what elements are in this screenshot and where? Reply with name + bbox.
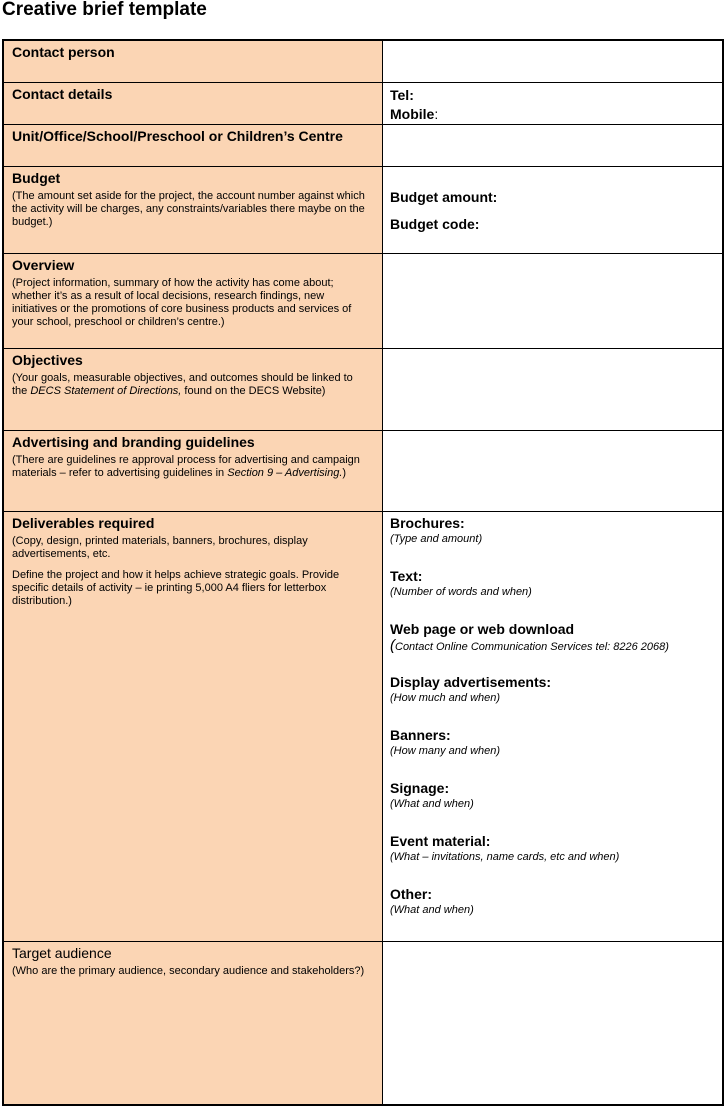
deliverables-label-cell (3, 511, 383, 941)
contact-person-field[interactable] (383, 40, 724, 82)
row-deliverables (3, 511, 723, 941)
advertising-note-end: ) (342, 466, 347, 479)
row-contact-details (3, 82, 723, 124)
objectives-label: Objectives (12, 351, 83, 368)
row-unit (3, 124, 723, 166)
deliverable-label: Event material: (390, 832, 491, 849)
objectives-note-reference: DECS Statement of Directions, (30, 384, 182, 397)
deliverable-note: (How many and when) (390, 744, 501, 757)
budget-note: (The amount set aside for the project, the account number against which the activity will be charges, any constraints/variables there maybe on the budget.) (12, 189, 365, 228)
deliverable-note: (Number of words and when) (390, 585, 532, 598)
deliverable-label: Brochures: (390, 514, 465, 531)
deliverables-label: Deliverables required (12, 514, 155, 531)
deliverables-note-1: (Copy, design, printed materials, banners, brochures, display advertisements, etc. (12, 534, 308, 560)
unit-label-cell (3, 124, 383, 166)
deliverable-note: (What – invitations, name cards, etc and when) (390, 850, 620, 863)
deliverable-text (390, 568, 716, 621)
overview-note: (Project information, summary of how the activity has come about; whether it’s as a result of local decisions, research findings, new initiatives or the promotions of core business products and services of your school, preschool or children’s centre.) (12, 276, 352, 328)
advertising-label-cell (3, 430, 383, 511)
deliverable-note-text: Contact Online Communication Services tel: 8226 2068) (395, 640, 669, 653)
objectives-note-start: (Your goals, measurable objectives, and outcomes should be linked to the (12, 371, 353, 397)
deliverable-web-page (390, 621, 716, 674)
target-audience-label: Target audience (12, 944, 112, 961)
target-audience-label-cell (3, 941, 383, 1105)
advertising-note (12, 454, 370, 480)
deliverable-note-open-paren: ( (390, 636, 395, 654)
objectives-label-cell (3, 348, 383, 430)
deliverable-label: Web page or web download (390, 620, 575, 637)
budget-code-label: Budget code: (390, 216, 480, 232)
tel-label: Tel: (390, 86, 414, 103)
target-audience-field[interactable] (383, 941, 724, 1105)
overview-field[interactable] (383, 253, 724, 348)
page-title: Creative brief template (2, 0, 207, 20)
deliverable-label: Display advertisements: (390, 673, 552, 690)
mobile-label-line (390, 105, 716, 124)
mobile-colon: : (434, 105, 439, 122)
deliverable-note: (What and when) (390, 903, 474, 916)
contact-person-label: Contact person (12, 44, 115, 60)
advertising-note-start: (There are guidelines re approval process for advertising and campaign materials – refer to advertising guidelines in (12, 453, 360, 479)
row-advertising (3, 430, 723, 511)
advertising-note-reference: Section 9 – Advertising. (227, 466, 343, 479)
row-objectives (3, 348, 723, 430)
row-target-audience (3, 941, 723, 1105)
unit-label: Unit/Office/School/Preschool or Children’s Centre (12, 127, 343, 144)
deliverable-event-material (390, 833, 716, 886)
deliverable-label: Other: (390, 885, 432, 902)
overview-label-cell (3, 253, 383, 348)
budget-amount-label: Budget amount: (390, 189, 498, 205)
row-budget (3, 166, 723, 253)
creative-brief-table (2, 39, 724, 1106)
row-overview (3, 253, 723, 348)
deliverable-other (390, 886, 716, 939)
deliverable-banners (390, 727, 716, 780)
contact-person-label-cell (3, 40, 383, 82)
advertising-label: Advertising and branding guidelines (12, 433, 255, 450)
budget-label: Budget (12, 169, 61, 186)
advertising-field[interactable] (383, 430, 724, 511)
deliverables-field[interactable] (383, 511, 724, 941)
target-audience-note: (Who are the primary audience, secondary audience and stakeholders?) (12, 964, 365, 977)
deliverable-note (390, 636, 716, 654)
budget-field[interactable] (383, 166, 724, 253)
deliverable-signage (390, 780, 716, 833)
mobile-label: Mobile (390, 105, 435, 122)
overview-label: Overview (12, 256, 75, 273)
objectives-note (12, 372, 370, 398)
deliverable-note: (What and when) (390, 797, 474, 810)
row-contact-person (3, 40, 723, 82)
contact-details-label: Contact details (12, 85, 113, 102)
deliverables-note-2: Define the project and how it helps achieve strategic goals. Provide specific details of activity – ie printing 5,000 A4 fliers for letterbox distribution.) (12, 568, 340, 607)
objectives-note-end: found on the DECS Website) (181, 384, 326, 397)
deliverable-label: Signage: (390, 779, 450, 796)
deliverable-display-ads (390, 674, 716, 727)
unit-field[interactable] (383, 124, 724, 166)
contact-details-field[interactable] (383, 82, 724, 124)
deliverable-brochures (390, 515, 716, 568)
budget-label-cell (3, 166, 383, 253)
deliverable-label: Banners: (390, 726, 451, 743)
deliverable-note: (How much and when) (390, 691, 501, 704)
deliverable-label: Text: (390, 567, 423, 584)
deliverable-note: (Type and amount) (390, 532, 483, 545)
objectives-field[interactable] (383, 348, 724, 430)
contact-details-label-cell (3, 82, 383, 124)
